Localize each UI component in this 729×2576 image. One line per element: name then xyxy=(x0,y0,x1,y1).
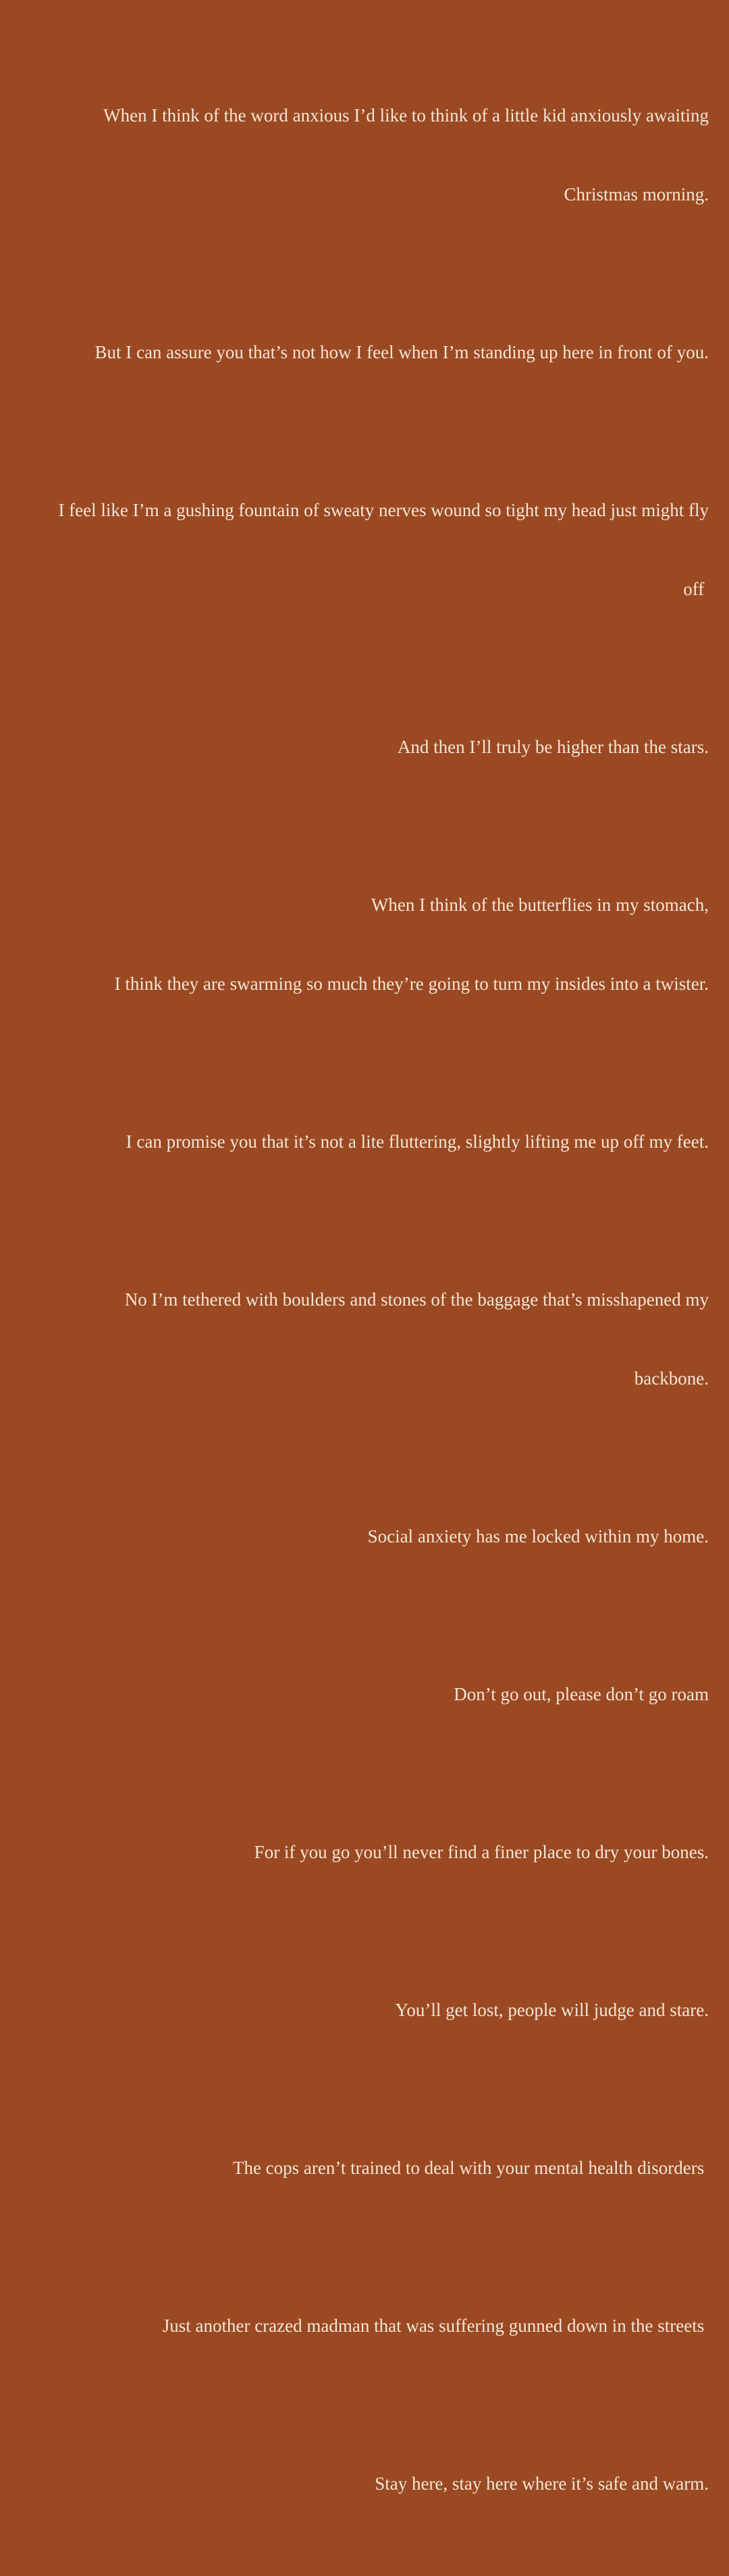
poem-line: Christmas morning. xyxy=(564,184,709,204)
stanza-5 xyxy=(0,839,709,1050)
stanza-3 xyxy=(0,445,709,655)
poem-line: You’ll get lost, people will judge and stare. xyxy=(395,2000,709,2020)
stanza-4 xyxy=(0,681,709,813)
poem-line: For if you go you’ll never find a finer place to dry your bones. xyxy=(254,1842,709,1862)
stanza-10 xyxy=(0,1787,709,1918)
poem-line: backbone. xyxy=(634,1368,709,1389)
poem-line: No I’m tethered with boulders and stones of the baggage that’s misshapened my xyxy=(124,1289,709,1310)
stanza-9 xyxy=(0,1629,709,1760)
stanza-13 xyxy=(0,2260,709,2392)
poem-line: I can promise you that it’s not a lite fluttering, slightly lifting me up off my feet. xyxy=(126,1131,709,1152)
poem-line: I think they are swarming so much they’re going to turn my insides into a twister. xyxy=(114,974,709,994)
poem-line: Social anxiety has me locked within my home. xyxy=(367,1526,709,1546)
stanza-14 xyxy=(0,2418,709,2550)
stanza-6 xyxy=(0,1076,709,1208)
poem-line: When I think of the word anxious I’d like to think of a little kid anxiously awaiting xyxy=(103,105,709,125)
poem-line: But I can assure you that’s not how I feel when I’m standing up here in front of you. xyxy=(94,342,709,362)
poem-line: When I think of the butterflies in my stomach, xyxy=(371,895,709,915)
poem-line: Don’t go out, please don’t go roam xyxy=(454,1684,709,1704)
poem-line: Stay here, stay here where it’s safe and warm. xyxy=(375,2473,709,2494)
poem-line: And then I’ll truly be higher than the stars. xyxy=(397,737,709,757)
stanza-7 xyxy=(0,1234,709,1445)
stanza-11 xyxy=(0,1944,709,2076)
stanza-2 xyxy=(0,287,709,418)
poem-text-block xyxy=(0,50,709,2576)
stanza-1 xyxy=(0,50,709,260)
poem-line: The cops aren’t trained to deal with your mental health disorders xyxy=(232,2158,709,2178)
poem-line: off xyxy=(683,579,709,599)
poem-line: I feel like I’m a gushing fountain of sweaty nerves wound so tight my head just might fly xyxy=(58,500,709,520)
stanza-8 xyxy=(0,1471,709,1602)
poem-line: Just another crazed madman that was suffering gunned down in the streets xyxy=(162,2316,709,2336)
stanza-12 xyxy=(0,2102,709,2234)
